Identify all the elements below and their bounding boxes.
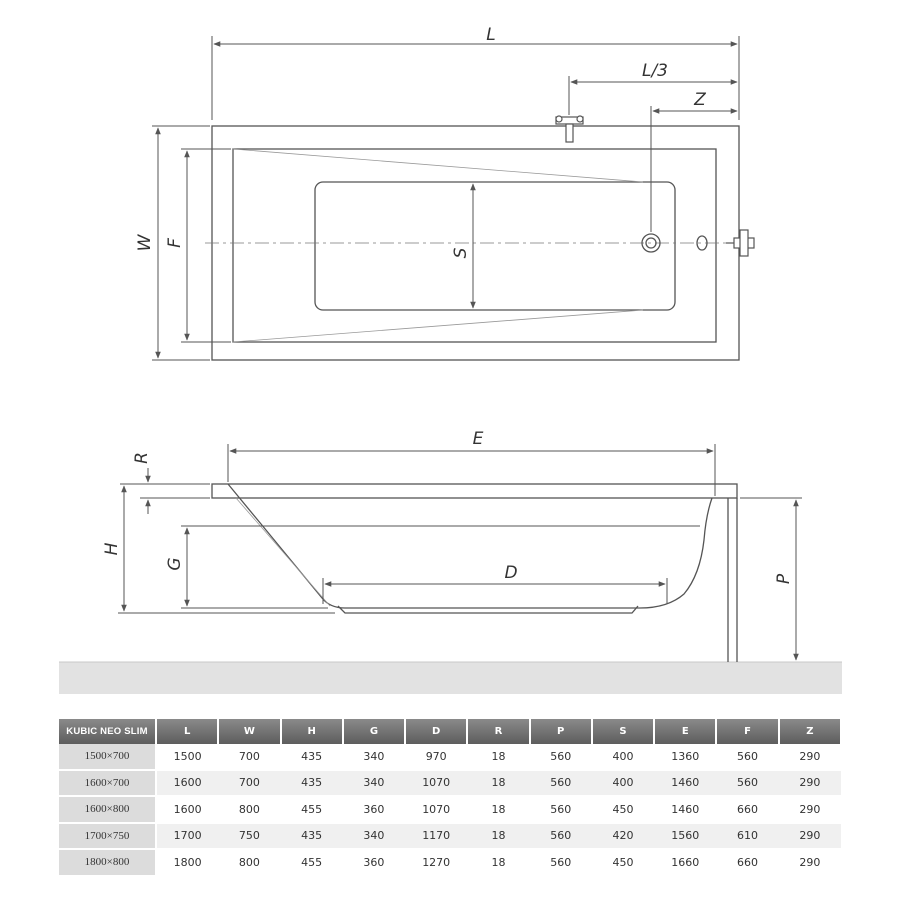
dim-D bbox=[323, 578, 667, 604]
cell-R: 18 bbox=[467, 796, 529, 823]
dim-G bbox=[181, 526, 700, 608]
cell-R: 18 bbox=[467, 823, 529, 850]
cell-L: 1500 bbox=[156, 744, 218, 770]
cell-G: 360 bbox=[343, 849, 405, 876]
side-faucet-icon bbox=[726, 230, 754, 256]
cell-E: 1360 bbox=[654, 744, 716, 770]
label-R: R bbox=[132, 452, 152, 464]
cell-D: 1070 bbox=[405, 770, 467, 797]
row-model: 1600×700 bbox=[59, 770, 156, 797]
dimensions-table bbox=[59, 719, 842, 877]
table-row bbox=[59, 823, 841, 850]
cell-R: 18 bbox=[467, 744, 529, 770]
cell-W: 700 bbox=[218, 744, 280, 770]
cell-Z: 290 bbox=[779, 796, 841, 823]
dim-F bbox=[181, 149, 231, 342]
header-model: KUBIC NEO SLIM bbox=[59, 719, 156, 744]
label-P: P bbox=[774, 573, 794, 585]
dim-Z bbox=[651, 106, 737, 232]
cell-G: 340 bbox=[343, 823, 405, 850]
cell-F: 660 bbox=[716, 849, 778, 876]
tub-rim-side bbox=[212, 484, 737, 498]
top-view bbox=[205, 126, 745, 360]
cell-H: 455 bbox=[281, 849, 343, 876]
cell-G: 360 bbox=[343, 796, 405, 823]
cell-D: 970 bbox=[405, 744, 467, 770]
dim-L3 bbox=[569, 76, 737, 115]
cell-H: 435 bbox=[281, 823, 343, 850]
cell-D: 1170 bbox=[405, 823, 467, 850]
tub-bottom-flat bbox=[315, 182, 675, 310]
header-R: R bbox=[467, 719, 529, 744]
cell-G: 340 bbox=[343, 744, 405, 770]
header-F: F bbox=[716, 719, 778, 744]
cell-E: 1660 bbox=[654, 849, 716, 876]
cell-E: 1460 bbox=[654, 770, 716, 797]
dim-H bbox=[118, 486, 335, 613]
header-L: L bbox=[156, 719, 218, 744]
label-H: H bbox=[102, 542, 122, 556]
header-S: S bbox=[592, 719, 654, 744]
cell-S: 400 bbox=[592, 744, 654, 770]
cell-F: 560 bbox=[716, 770, 778, 797]
cell-L: 1600 bbox=[156, 770, 218, 797]
cell-P: 560 bbox=[530, 770, 592, 797]
row-model: 1800×800 bbox=[59, 849, 156, 876]
cell-F: 660 bbox=[716, 796, 778, 823]
tub-inner-basin bbox=[233, 149, 716, 342]
label-W: W bbox=[135, 234, 155, 252]
table-row bbox=[59, 796, 841, 823]
cell-L: 1600 bbox=[156, 796, 218, 823]
support-panel bbox=[728, 498, 737, 662]
cell-H: 435 bbox=[281, 770, 343, 797]
label-E: E bbox=[472, 429, 484, 449]
cell-F: 610 bbox=[716, 823, 778, 850]
cell-D: 1070 bbox=[405, 796, 467, 823]
row-model: 1600×800 bbox=[59, 796, 156, 823]
label-F: F bbox=[165, 238, 185, 248]
cell-Z: 290 bbox=[779, 823, 841, 850]
cell-H: 455 bbox=[281, 796, 343, 823]
header-E: E bbox=[654, 719, 716, 744]
row-model: 1700×750 bbox=[59, 823, 156, 850]
label-L3: L/3 bbox=[641, 61, 669, 81]
backrest-slope-lines bbox=[233, 149, 643, 342]
faucet-icon bbox=[556, 116, 583, 142]
cell-H: 435 bbox=[281, 744, 343, 770]
header-P: P bbox=[530, 719, 592, 744]
header-W: W bbox=[218, 719, 280, 744]
cell-W: 750 bbox=[218, 823, 280, 850]
cell-Z: 290 bbox=[779, 770, 841, 797]
cell-W: 800 bbox=[218, 849, 280, 876]
cell-R: 18 bbox=[467, 849, 529, 876]
cell-D: 1270 bbox=[405, 849, 467, 876]
cell-Z: 290 bbox=[779, 849, 841, 876]
cell-F: 560 bbox=[716, 744, 778, 770]
cell-W: 800 bbox=[218, 796, 280, 823]
label-S: S bbox=[451, 247, 471, 259]
header-D: D bbox=[405, 719, 467, 744]
cell-P: 560 bbox=[530, 849, 592, 876]
table-row bbox=[59, 770, 841, 797]
cell-E: 1560 bbox=[654, 823, 716, 850]
cell-L: 1700 bbox=[156, 823, 218, 850]
label-L: L bbox=[486, 25, 496, 45]
header-G: G bbox=[343, 719, 405, 744]
cell-P: 560 bbox=[530, 744, 592, 770]
cell-G: 340 bbox=[343, 770, 405, 797]
dim-R bbox=[120, 468, 210, 514]
header-H: H bbox=[281, 719, 343, 744]
table-row bbox=[59, 849, 841, 876]
side-view bbox=[212, 484, 737, 662]
cell-E: 1460 bbox=[654, 796, 716, 823]
row-model: 1500×700 bbox=[59, 744, 156, 770]
table-row bbox=[59, 744, 841, 770]
label-D: D bbox=[504, 563, 518, 583]
cell-L: 1800 bbox=[156, 849, 218, 876]
header-Z: Z bbox=[779, 719, 841, 744]
cell-R: 18 bbox=[467, 770, 529, 797]
label-Z: Z bbox=[694, 90, 706, 110]
cell-S: 400 bbox=[592, 770, 654, 797]
cell-P: 560 bbox=[530, 796, 592, 823]
cell-S: 420 bbox=[592, 823, 654, 850]
tub-basin-profile bbox=[228, 484, 712, 608]
floor bbox=[59, 662, 842, 694]
label-G: G bbox=[165, 557, 185, 571]
cell-S: 450 bbox=[592, 849, 654, 876]
cell-P: 560 bbox=[530, 823, 592, 850]
cell-Z: 290 bbox=[779, 744, 841, 770]
cell-S: 450 bbox=[592, 796, 654, 823]
tub-bottom-plate bbox=[338, 606, 638, 613]
cell-W: 700 bbox=[218, 770, 280, 797]
table-header-row bbox=[59, 719, 841, 744]
